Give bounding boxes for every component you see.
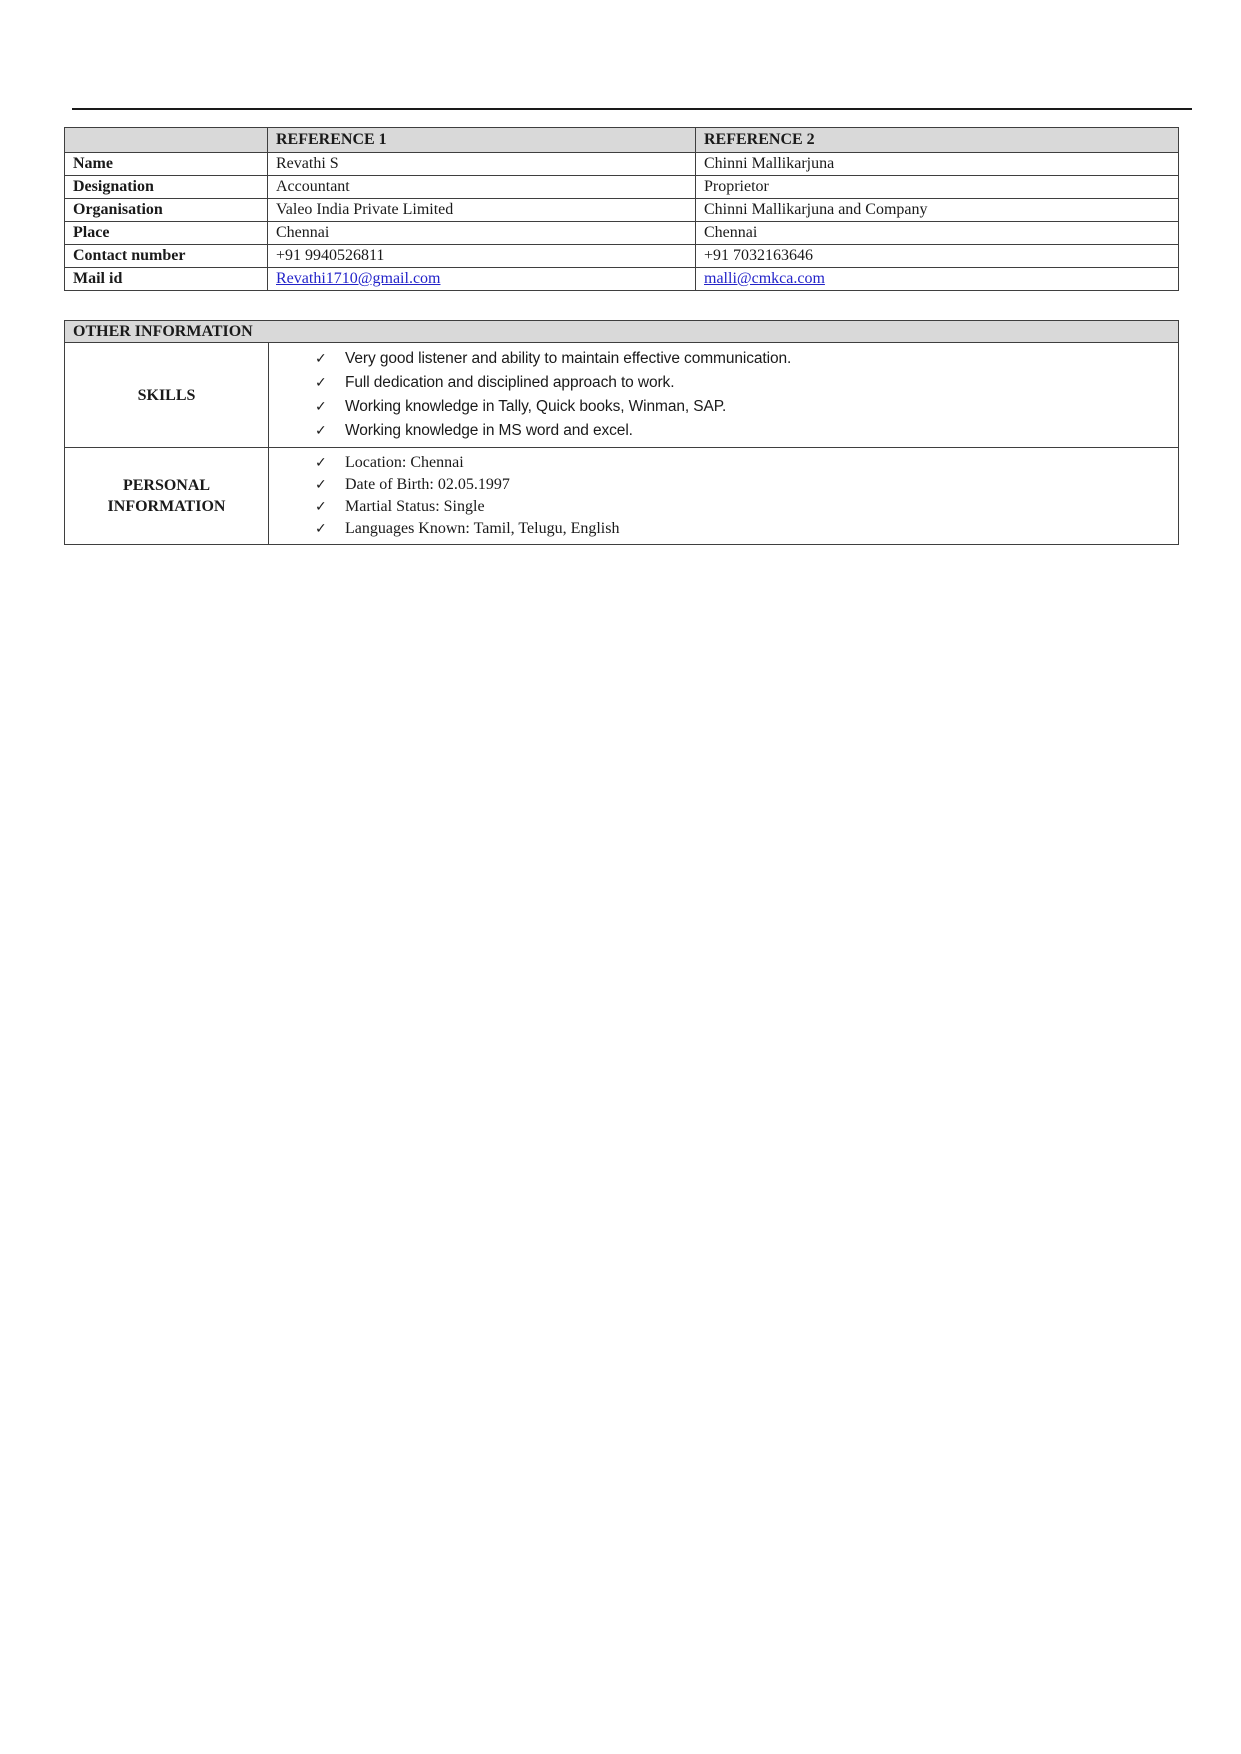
reference-table xyxy=(64,127,1179,291)
personal-item-text: Location: Chennai xyxy=(345,454,464,471)
ref2-mail-id-cell xyxy=(696,268,1179,291)
reference-header-row xyxy=(65,128,1179,153)
skills-label: SKILLS xyxy=(137,386,196,404)
ref2-organisation-value: Chinni Mallikarjuna and Company xyxy=(696,199,1179,222)
ref1-mail-id-cell xyxy=(268,268,696,291)
table-row-mail-id xyxy=(65,268,1179,291)
list-item xyxy=(269,347,1178,371)
ref1-designation-value: Accountant xyxy=(268,176,696,199)
reference-1-header: REFERENCE 1 xyxy=(268,128,696,153)
reference-header-empty-cell xyxy=(65,128,268,153)
row-label-place: Place xyxy=(65,222,268,245)
table-row-name xyxy=(65,153,1179,176)
table-row-place xyxy=(65,222,1179,245)
checkmark-icon: ✓ xyxy=(315,351,327,367)
list-item xyxy=(269,371,1178,395)
checkmark-icon: ✓ xyxy=(315,477,327,493)
checkmark-icon: ✓ xyxy=(315,521,327,537)
other-information-title: OTHER INFORMATION xyxy=(65,321,1179,343)
skills-row xyxy=(65,343,1179,448)
other-information-header-row xyxy=(65,321,1179,343)
checkmark-icon: ✓ xyxy=(315,399,327,415)
personal-item-text: Languages Known: Tamil, Telugu, English xyxy=(345,520,620,537)
skills-label-cell xyxy=(65,343,269,448)
list-item xyxy=(269,496,1178,518)
header-divider-rule xyxy=(72,108,1192,110)
reference-2-header: REFERENCE 2 xyxy=(696,128,1179,153)
ref2-designation-value: Proprietor xyxy=(696,176,1179,199)
email-link-reference-1[interactable]: Revathi1710@gmail.com xyxy=(276,270,441,287)
table-row-organisation xyxy=(65,199,1179,222)
row-label-designation: Designation xyxy=(65,176,268,199)
personal-information-label-cell xyxy=(65,448,269,545)
checkmark-icon: ✓ xyxy=(315,499,327,515)
email-link-reference-2[interactable]: malli@cmkca.com xyxy=(704,270,825,287)
skills-items-cell xyxy=(269,343,1179,448)
personal-information-row xyxy=(65,448,1179,545)
checkmark-icon: ✓ xyxy=(315,423,327,439)
personal-item-text: Martial Status: Single xyxy=(345,498,485,515)
personal-item-text: Date of Birth: 02.05.1997 xyxy=(345,476,510,493)
row-label-mail-id: Mail id xyxy=(65,268,268,291)
table-row-designation xyxy=(65,176,1179,199)
list-item xyxy=(269,419,1178,443)
ref2-name-value: Chinni Mallikarjuna xyxy=(696,153,1179,176)
ref2-place-value: Chennai xyxy=(696,222,1179,245)
skills-item-text: Very good listener and ability to maintain effective communication. xyxy=(345,350,792,367)
ref2-contact-number-value: +91 7032163646 xyxy=(696,245,1179,268)
list-item xyxy=(269,395,1178,419)
checkmark-icon: ✓ xyxy=(315,455,327,471)
row-label-organisation: Organisation xyxy=(65,199,268,222)
row-label-name: Name xyxy=(65,153,268,176)
ref1-organisation-value: Valeo India Private Limited xyxy=(268,199,696,222)
other-information-table xyxy=(64,320,1179,545)
ref1-name-value: Revathi S xyxy=(268,153,696,176)
personal-information-label: PERSONAL INFORMATION xyxy=(107,477,226,515)
table-row-contact-number xyxy=(65,245,1179,268)
list-item xyxy=(269,518,1178,540)
ref1-contact-number-value: +91 9940526811 xyxy=(268,245,696,268)
ref1-place-value: Chennai xyxy=(268,222,696,245)
list-item xyxy=(269,452,1178,474)
skills-item-text: Working knowledge in Tally, Quick books, Winman, SAP. xyxy=(345,398,727,415)
skills-item-text: Working knowledge in MS word and excel. xyxy=(345,422,633,439)
checkmark-icon: ✓ xyxy=(315,375,327,391)
skills-item-text: Full dedication and disciplined approach to work. xyxy=(345,374,675,391)
row-label-contact-number: Contact number xyxy=(65,245,268,268)
list-item xyxy=(269,474,1178,496)
personal-information-items-cell xyxy=(269,448,1179,545)
